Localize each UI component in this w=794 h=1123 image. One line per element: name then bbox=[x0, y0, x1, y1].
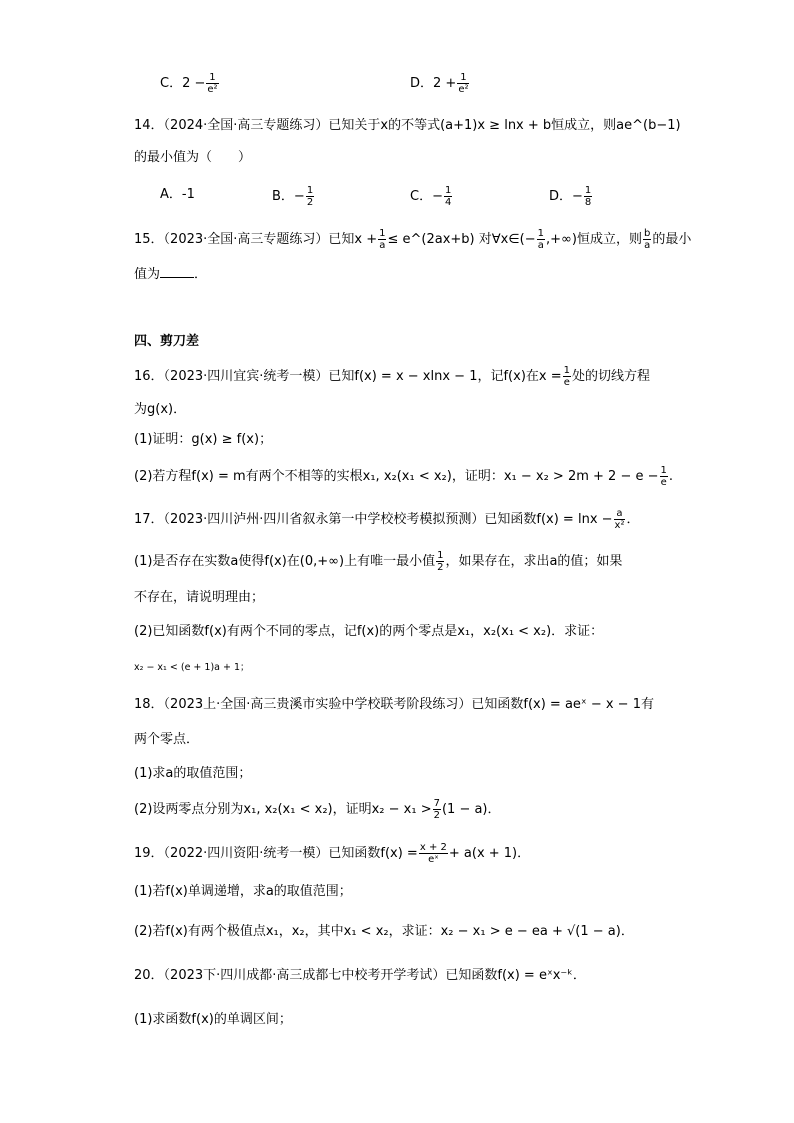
option-text: D．− bbox=[549, 189, 583, 204]
q19-text: + a(x + 1)． bbox=[448, 846, 531, 861]
q17-text: 17．（2023·四川泸州·四川省叙永第一中学校校考模拟预测）已知函数f(x) = lnx − bbox=[134, 512, 613, 527]
fraction bbox=[436, 550, 444, 573]
fraction-den: 2 bbox=[433, 810, 440, 821]
option-text: B．− bbox=[272, 189, 305, 204]
fraction-num: 1 bbox=[563, 365, 570, 376]
q15-text: 15．（2023·全国·高三专题练习）已知x + bbox=[134, 232, 378, 247]
fraction-den: 2 bbox=[437, 562, 444, 573]
section-heading: 四、剪刀差 bbox=[134, 334, 200, 349]
q17-text: ，如果存在，求出a的值；如果 bbox=[445, 554, 623, 569]
q17-part1-line2: 不存在，请说明理由； bbox=[134, 590, 265, 605]
q16-stem-line2: 为g(x)． bbox=[134, 402, 187, 417]
fraction-num: 1 bbox=[206, 72, 218, 84]
q14-option-a: A．-1 bbox=[160, 187, 195, 202]
fraction-den: x² bbox=[614, 520, 625, 531]
q15-text: 值为 bbox=[134, 267, 161, 282]
q16-text: (2)若方程f(x) = m有两个不相等的实根x₁, x₂(x₁ < x₂)，证明：x₁ − x₂ > 2m + 2 − e − bbox=[134, 469, 659, 484]
answer-blank[interactable] bbox=[160, 265, 194, 278]
fraction bbox=[206, 72, 218, 95]
fraction-num: b bbox=[643, 228, 651, 239]
q14-option-d bbox=[549, 185, 593, 208]
fraction-num: 1 bbox=[444, 185, 452, 196]
fraction-num: 1 bbox=[660, 465, 667, 476]
q13-option-d bbox=[410, 72, 470, 95]
q13-option-d-text: D．2 + bbox=[410, 76, 457, 91]
q19-text: 19．（2022·四川资阳·统考一模）已知函数f(x) = bbox=[134, 846, 418, 861]
q18-text: (2)设两零点分别为x₁, x₂(x₁ < x₂)，证明x₂ − x₁ > bbox=[134, 802, 432, 817]
fraction-num: a bbox=[614, 508, 626, 520]
fraction bbox=[306, 185, 314, 208]
q17-part2: (2)已知函数f(x)有两个不同的零点，记f(x)的两个零点是x₁，x₂(x₁ < x₂)．求证： bbox=[134, 624, 604, 639]
q17-stem bbox=[134, 508, 674, 531]
fraction-den: e² bbox=[458, 84, 469, 95]
fraction-den: a bbox=[537, 240, 544, 251]
fraction bbox=[660, 465, 668, 488]
fraction-num: 1 bbox=[584, 185, 592, 196]
fraction bbox=[563, 365, 571, 388]
q14-option-c bbox=[410, 185, 453, 208]
q16-part2 bbox=[134, 465, 674, 488]
fraction bbox=[614, 508, 626, 531]
q15-text: 的最小 bbox=[652, 232, 692, 247]
q16-stem bbox=[134, 365, 674, 388]
fraction-den: 2 bbox=[306, 197, 314, 208]
q13-option-c bbox=[160, 72, 220, 95]
q19-part2: (2)若f(x)有两个极值点x₁，x₂，其中x₁ < x₂，求证：x₂ − x₁ > e − ea + √(1 − a)． bbox=[134, 924, 634, 939]
fraction-den: a bbox=[644, 240, 651, 251]
fraction-num: 1 bbox=[457, 72, 469, 84]
fraction-num: 1 bbox=[379, 228, 386, 239]
fraction bbox=[643, 228, 651, 251]
fraction-den: e bbox=[660, 477, 667, 488]
q16-text: 处的切线方程 bbox=[572, 369, 651, 384]
fraction bbox=[457, 72, 469, 95]
fraction-den: 8 bbox=[584, 197, 592, 208]
fraction-num: x + 2 bbox=[419, 842, 447, 853]
q18-stem: 18．（2023上·全国·高三贵溪市实验中学校联考阶段练习）已知函数f(x) = aeˣ − x − 1有 bbox=[134, 697, 654, 712]
fraction-num: 1 bbox=[437, 550, 444, 561]
fraction bbox=[433, 798, 441, 821]
option-text: C．− bbox=[410, 189, 443, 204]
fraction-den: eˣ bbox=[428, 854, 439, 865]
fraction bbox=[419, 842, 448, 865]
fraction bbox=[444, 185, 452, 208]
q19-stem bbox=[134, 842, 674, 865]
q17-text: (1)是否存在实数a使得f(x)在(0,+∞)上有唯一最小值 bbox=[134, 554, 436, 569]
q16-text: . bbox=[668, 469, 674, 484]
q17-text: ． bbox=[626, 512, 640, 527]
fraction bbox=[584, 185, 592, 208]
q14-option-b bbox=[272, 185, 315, 208]
q16-part1: (1)证明：g(x) ≥ f(x)； bbox=[134, 432, 273, 447]
fraction-den: e bbox=[563, 377, 570, 388]
fraction-den: e² bbox=[207, 84, 218, 95]
q20-part1: (1)求函数f(x)的单调区间； bbox=[134, 1012, 292, 1027]
fraction-num: 1 bbox=[306, 185, 314, 196]
q13-option-c-text: C．2 − bbox=[160, 76, 206, 91]
fraction bbox=[378, 228, 386, 251]
q15-text: ≤ e^(2ax+b) 对∀x∈(− bbox=[387, 232, 536, 247]
q18-text: (1 − a)． bbox=[441, 802, 501, 817]
q20-stem: 20．（2023下·四川成都·高三成都七中校考开学考试）已知函数f(x) = eˣx⁻ᵏ． bbox=[134, 968, 586, 983]
q15-stem-line2 bbox=[134, 265, 674, 285]
q14-stem: 14．（2024·全国·高三专题练习）已知关于x的不等式(a+1)x ≥ lnx + b恒成立，则ae^(b−1) bbox=[134, 118, 681, 133]
q15-text: ． bbox=[194, 267, 208, 282]
q17-part1 bbox=[134, 550, 674, 573]
q18-part1: (1)求a的取值范围； bbox=[134, 766, 252, 781]
q17-part2-line2: x₂ − x₁ < (e + 1)a + 1； bbox=[134, 662, 250, 673]
q18-stem-line2: 两个零点． bbox=[134, 732, 200, 747]
q15-text: ,+∞)恒成立，则 bbox=[546, 232, 642, 247]
q15-stem bbox=[134, 228, 692, 251]
fraction-den: a bbox=[379, 240, 386, 251]
fraction-num: 1 bbox=[537, 228, 545, 239]
fraction bbox=[537, 228, 545, 251]
fraction-num: 7 bbox=[433, 798, 440, 809]
q14-stem-line2: 的最小值为（ ） bbox=[134, 150, 252, 165]
q18-part2 bbox=[134, 798, 674, 821]
fraction-den: 4 bbox=[444, 197, 452, 208]
q16-text: 16．（2023·四川宜宾·统考一模）已知f(x) = x − xlnx − 1，记f(x)在x = bbox=[134, 369, 562, 384]
q19-part1: (1)若f(x)单调递增，求a的取值范围； bbox=[134, 884, 352, 899]
